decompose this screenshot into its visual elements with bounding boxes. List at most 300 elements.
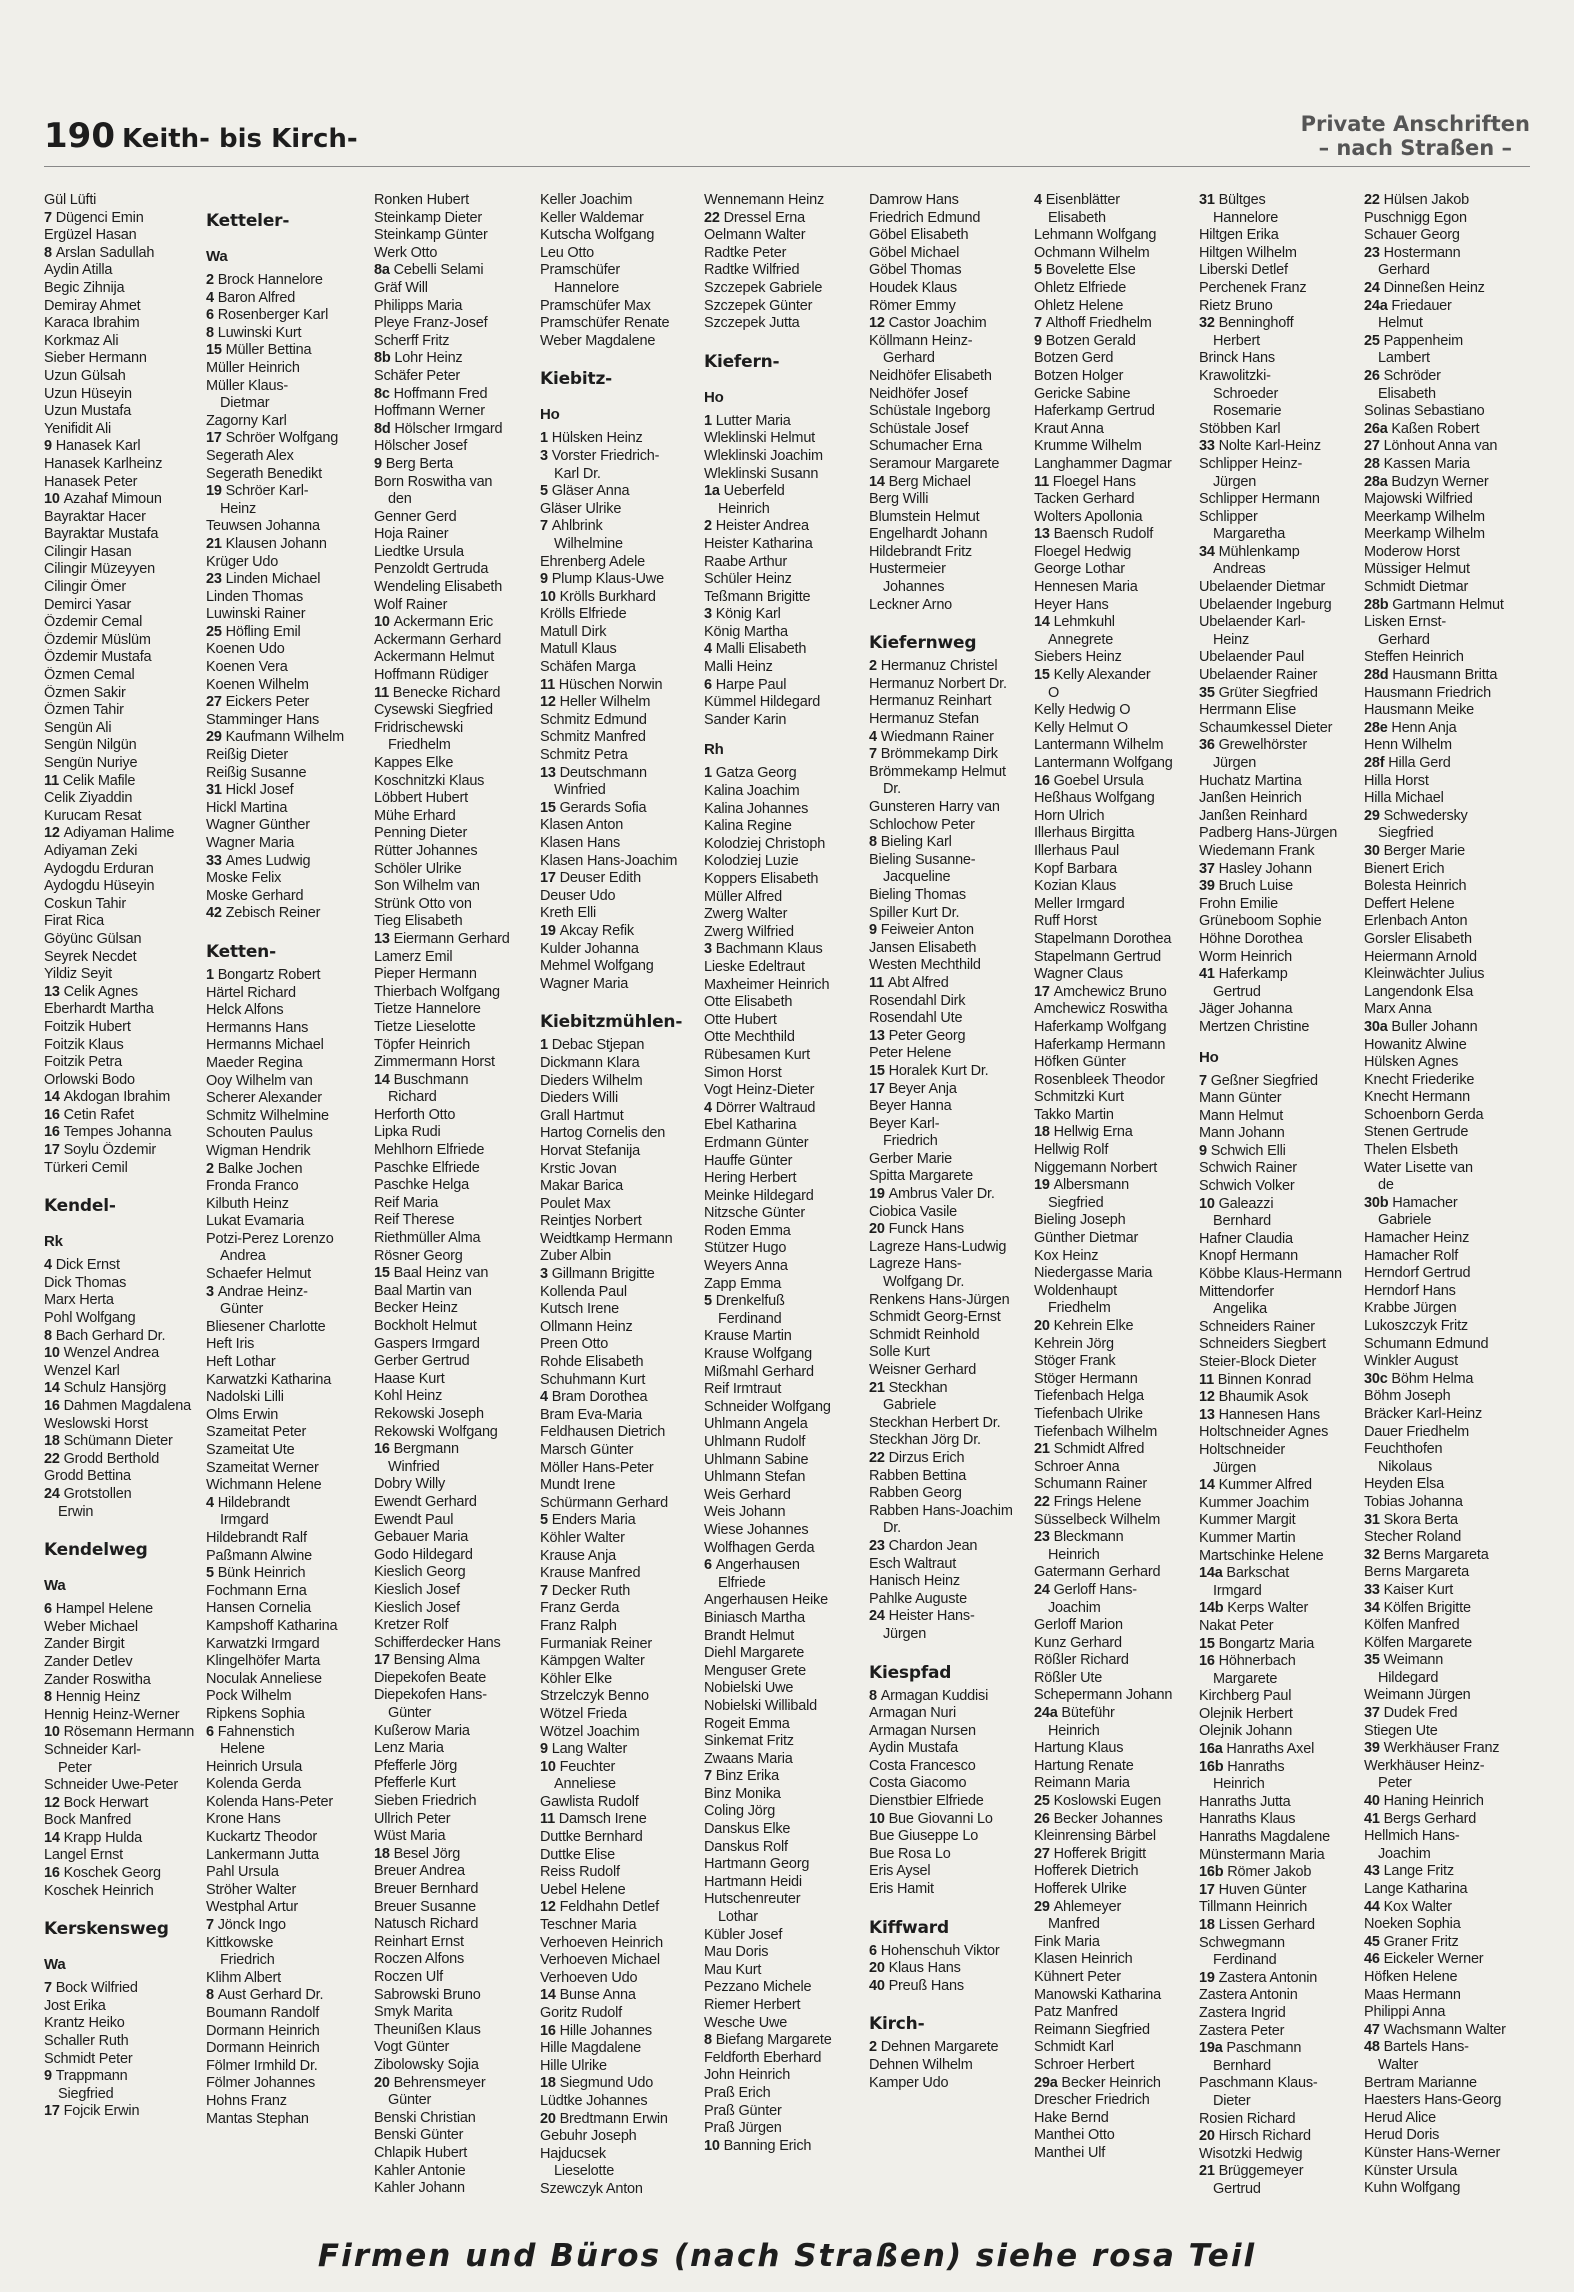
resident-entry: 23 Bleckmann [1034,1529,1124,1546]
resident-entry: Klihm Albert [206,1969,281,1986]
resident-entry: Zwaans Maria [704,1750,793,1767]
resident-entry: 25 Koslowski Eugen [1034,1793,1161,1810]
resident-entry: 24 Gerloff Hans- [1034,1581,1137,1598]
resident-entry: Solinas Sebastiano [1364,403,1485,420]
column-2 [206,192,344,2128]
resident-entry: Zastera Peter [1199,2022,1285,2039]
resident-entry: Stöbben Karl [1199,420,1281,437]
resident-entry: 27 Eickers Peter [206,694,310,711]
resident-entry: Hannelore [554,279,620,296]
street-heading: Kiespfad [869,1662,952,1683]
resident-entry: Rosenbleek Theodor [1034,1071,1165,1088]
resident-entry: Steinkamp Dieter [374,209,483,226]
resident-entry: Roden Emma [704,1222,791,1239]
resident-entry: Zuber Albin [540,1248,612,1265]
resident-entry: 24 Grotstollen [44,1485,132,1502]
resident-entry: Dobry Willy [374,1476,446,1493]
resident-entry: 8c Hoffmann Fred [374,385,488,402]
resident-entry: 17 Beyer Anja [869,1080,957,1097]
resident-entry: Özmen Sakir [44,684,126,701]
resident-entry: Rietz Bruno [1199,297,1273,314]
resident-entry: Dr. [883,781,901,798]
resident-entry: 3 Andrae Heinz- [206,1283,308,1300]
resident-entry: Moderow Horst [1364,543,1460,560]
resident-entry: Nitzsche Günter [704,1205,805,1222]
resident-entry: Reif Therese [374,1212,455,1229]
resident-entry: Peter [58,1759,92,1776]
resident-entry: 7 Althoff Friedhelm [1034,315,1152,332]
resident-entry: Eberhardt Martha [44,1001,154,1018]
resident-entry: Godo Hildegard [374,1546,473,1563]
resident-entry: Kämpgen Walter [540,1653,645,1670]
resident-entry: Mißmahl Gerhard [704,1363,814,1380]
resident-entry: 33 Ames Ludwig [206,852,311,869]
resident-entry: Ubelaender Ingeburg [1199,596,1332,613]
resident-entry: Ubelaender Paul [1199,649,1305,666]
resident-entry: 16 Tempes Johanna [44,1124,172,1141]
resident-entry: 37 Dudek Fred [1364,1705,1458,1722]
resident-entry: 14 Berg Michael [869,473,971,490]
resident-entry: Szewczyk Anton [540,2180,643,2197]
resident-entry: Kuhn Wolfgang [1364,2180,1461,2197]
resident-entry: Radtke Wilfried [704,262,800,279]
resident-entry: Kalina Johannes [704,800,809,817]
resident-entry: Rabben Georg [869,1485,962,1502]
resident-entry: Kohl Heinz [374,1388,443,1405]
resident-entry: 16b Römer Jakob [1199,1864,1312,1881]
resident-entry: 16b Hanraths [1199,1758,1285,1775]
resident-entry: Worm Heinrich [1199,948,1293,965]
resident-entry: Benski Günter [374,2127,464,2144]
district-code: Ho [704,388,724,406]
resident-entry: Niggemann Norbert [1034,1159,1158,1176]
resident-entry: Rübesamen Kurt [704,1046,811,1063]
resident-entry: Diepekofen Beate [374,1669,487,1686]
resident-entry: Bolesta Heinrich [1364,878,1467,895]
resident-entry: Göyünc Gülsan [44,930,142,947]
resident-entry: Walter [1378,2056,1419,2073]
resident-entry: Schmitz Wilhelmine [206,1107,329,1124]
resident-entry: Binz Monika [704,1785,781,1802]
resident-entry: Stöger Frank [1034,1353,1116,1370]
resident-entry: Szczepek Jutta [704,315,800,332]
street-heading: Ketten- [206,941,276,962]
resident-entry: Lehmann Wolfgang [1034,227,1157,244]
resident-entry: Hanasek Karlheinz [44,455,163,472]
resident-entry: Peter [1378,1775,1412,1792]
resident-entry: Kretzer Rolf [374,1617,449,1634]
resident-entry: Kolenda Hans-Peter [206,1793,333,1810]
resident-entry: Riemer Herbert [704,1997,801,2013]
resident-entry: Lothar [718,1909,758,1926]
resident-entry: Feuchthofen [1364,1441,1443,1458]
resident-entry: 15 Gerards Sofia [540,799,647,816]
resident-entry: Peter Helene [869,1045,952,1062]
resident-entry: Zagorny Karl [206,412,287,429]
resident-entry: Schüstale Josef [869,420,969,437]
resident-entry: Gerhard [1378,631,1430,648]
resident-entry: 18 Siegmund Udo [540,2075,654,2092]
resident-entry: Holtschneider [1199,1441,1286,1458]
resident-entry: Günther Dietmar [1034,1230,1139,1247]
resident-entry: Kolodziej Luzie [704,853,799,870]
resident-entry: 17 Amchewicz Bruno [1034,983,1167,1000]
resident-entry: John Heinrich [704,2067,791,2084]
resident-entry: Hiltgen Wilhelm [1199,244,1297,261]
resident-entry: Begic Zihnija [44,279,125,296]
resident-entry: 10 Wenzel Andrea [44,1345,160,1362]
resident-entry: Gunsteren Harry van [869,799,1000,815]
resident-entry: Reimann Siegfried [1034,2021,1150,2038]
resident-entry: Hoja Rainer [374,526,449,543]
resident-entry: Cilingir Hasan [44,543,132,560]
resident-entry: 30a Buller Johann [1364,1018,1478,1035]
resident-entry: Heinrich [1213,1776,1265,1793]
resident-entry: Türkeri Cemil [44,1159,128,1176]
resident-entry: Wesche Uwe [704,2014,788,2031]
resident-entry: 7 Ahlbrink [540,518,603,535]
district-code: Rh [704,741,724,759]
resident-entry: Tiefenbach Wilhelm [1034,1423,1158,1440]
resident-entry: Schmitz Edmund [540,711,647,728]
resident-entry: Schumacher Erna [869,438,983,455]
resident-entry: Steckhan Jörg Dr. [869,1432,981,1449]
resident-entry: Brinck Hans [1199,350,1275,367]
resident-entry: Henn Wilhelm [1364,737,1452,754]
resident-entry: Schneider Uwe-Peter [44,1777,179,1794]
resident-entry: 16a Hanraths Axel [1199,1741,1315,1758]
resident-entry: Bieling Joseph [1034,1212,1126,1229]
resident-entry: Hermanuz Stefan [869,711,979,728]
resident-entry: Mann Helmut [1199,1107,1284,1124]
resident-entry: Schaller Ruth [44,2033,129,2050]
resident-entry: Sengün Nuriye [44,755,138,771]
resident-entry: Weidtkamp Hermann [540,1230,673,1247]
resident-entry: 33 Nolte Karl-Heinz [1199,438,1321,455]
resident-entry: Künster Ursula [1364,2162,1458,2179]
resident-entry: Esch Waltraut [869,1555,957,1572]
street-heading: Ketteler- [206,211,290,231]
resident-entry: Schäfer Peter [374,367,461,384]
resident-entry: 1 Lutter Maria [704,412,791,429]
resident-entry: Kittkowske [206,1934,274,1951]
resident-entry: Thierbach Wolfgang [374,983,500,1000]
resident-entry: Zastera Antonin [1199,1987,1298,2004]
resident-entry: 35 Weimann [1364,1652,1444,1669]
resident-entry: Mann Johann [1199,1125,1285,1142]
resident-entry: Wötzel Frieda [540,1705,627,1722]
resident-entry: 2 Brock Hannelore [206,272,323,288]
resident-entry: Herrmann Elise [1199,702,1297,719]
resident-entry: 13 Peter Georg [869,1027,966,1044]
district-code: Ho [540,406,560,424]
resident-entry: Feldhausen Dietrich [540,1424,666,1441]
resident-entry: Friedrich Edmund [869,209,981,226]
resident-entry: Botzen Holger [1034,367,1124,384]
resident-entry: 41 Haferkamp [1199,966,1288,983]
resident-entry: Hutschenreuter [704,1891,801,1908]
resident-entry: Schifferdecker Hans [374,1634,501,1651]
resident-entry: Kunz Gerhard [1034,1634,1122,1651]
resident-entry: 9 Botzen Gerald [1034,332,1136,349]
resident-entry: Scherff Fritz [374,332,450,349]
resident-entry: Uhlmann Angela [704,1416,808,1433]
resident-entry: Dr. [883,1520,901,1537]
resident-entry: Takko Martin [1034,1106,1114,1123]
resident-entry: Wennemann Heinz [704,192,825,208]
resident-entry: Siegfried [1378,825,1434,842]
resident-entry: Wilhelmine [554,535,623,552]
resident-entry: Herud Doris [1364,2127,1440,2144]
resident-entry: Paßmann Alwine [206,1547,313,1564]
resident-entry: Müssiger Helmut [1364,561,1470,578]
resident-entry: 19 Akcay Refik [540,922,634,939]
resident-entry: Raabe Arthur [704,553,788,570]
resident-entry: 10 Galeazzi [1199,1195,1274,1212]
resident-entry: Pfefferle Jörg [374,1757,458,1774]
resident-entry: Dieter [1213,2092,1251,2109]
resident-entry: Uhlmann Sabine [704,1451,809,1468]
resident-entry: Bockholt Helmut [374,1318,477,1334]
resident-entry: Yildiz Seyit [44,966,112,983]
resident-entry: Kölfen Margarete [1364,1634,1473,1651]
district-code: Wa [206,248,228,265]
resident-entry: 31 Bültges [1199,192,1266,208]
resident-entry: 28d Hausmann Britta [1364,667,1498,684]
resident-entry: Hanraths Jutta [1199,1793,1291,1810]
resident-entry: 15 Bongartz Maria [1199,1635,1315,1652]
header-rule [44,166,1530,167]
resident-entry: Feldforth Eberhard [704,2049,822,2066]
resident-entry: Sieben Friedrich [374,1793,477,1810]
resident-entry: Fochmann Erna [206,1582,307,1599]
resident-entry: 28e Henn Anja [1364,719,1457,736]
resident-entry: 14 Bunse Anna [540,1987,636,2004]
resident-entry: Maas Hermann [1364,1986,1461,2003]
resident-entry: 22 Dirzus Erich [869,1449,965,1466]
resident-entry: Moske Felix [206,870,282,887]
resident-entry: Kalina Regine [704,818,792,835]
resident-entry: Ewendt Paul [374,1511,454,1528]
resident-entry: Hickl Martina [206,799,288,816]
resident-entry: Sander Karin [704,711,787,728]
resident-entry: 10 Feuchter [540,1758,616,1775]
resident-entry: Houdek Klaus [869,279,957,296]
resident-entry: Herndorf Hans [1364,1282,1456,1299]
resident-entry: Steinkamp Günter [374,227,488,244]
resident-entry: Preen Otto [540,1336,609,1353]
resident-entry: Amchewicz Roswitha [1034,1001,1168,1018]
resident-entry: Jäger Johanna [1199,1001,1293,1018]
resident-entry: Aydin Atilla [44,262,113,279]
resident-entry: Heinz [1213,631,1250,648]
page-range: Keith- bis Kirch- [122,124,358,154]
resident-entry: Woldenhaupt [1034,1282,1117,1299]
resident-entry: 19 Zastera Antonin [1199,1969,1318,1986]
resident-entry: 15 Horalek Kurt Dr. [869,1062,989,1079]
resident-entry: Ripkens Sophia [206,1705,305,1722]
resident-entry: Klasen Hans-Joachim [540,852,678,869]
resident-entry: Gertrud [1213,2180,1261,2197]
resident-entry: Strünk Otto von [374,895,472,912]
resident-entry: Ohletz Helene [1034,297,1124,314]
resident-entry: Noculak Anneliese [206,1670,322,1687]
resident-entry: Schmidt Dietmar [1364,579,1469,596]
resident-entry: Praß Erich [704,2084,771,2101]
resident-entry: Fink Maria [1034,1933,1100,1950]
resident-entry: Kutsch Irene [540,1301,620,1318]
resident-entry: Ferdinand [718,1310,782,1327]
resident-entry: 16 Höhnerbach [1199,1653,1296,1670]
resident-entry: Gräf Will [374,279,428,296]
resident-entry: 4 Eisenblätter [1034,192,1120,208]
resident-entry: Härtel Richard [206,984,296,1001]
resident-entry: Meerkamp Wilhelm [1364,526,1485,543]
column-5 [704,192,832,2155]
resident-entry: Lankermann Jutta [206,1846,319,1863]
resident-entry: Aydin Mustafa [869,1740,959,1757]
resident-entry: Wleklinski Susann [704,465,819,482]
resident-entry: Ackermann Helmut [374,649,495,666]
resident-entry: Stecher Roland [1364,1529,1462,1546]
resident-entry: Jansen Elisabeth [869,939,977,956]
resident-entry: Schroeder [1213,385,1279,402]
resident-entry: Lantermann Wolfgang [1034,755,1173,771]
resident-entry: Friedhelm [1048,1300,1111,1317]
resident-entry: Schauer Georg [1364,227,1460,244]
resident-entry: Weyers Anna [704,1258,788,1275]
resident-entry: Martschinke Helene [1199,1547,1324,1564]
resident-entry: 8 Arslan Sadullah [44,244,155,261]
resident-entry: Scherer Alexander [206,1090,322,1107]
resident-entry: Klingelhöfer Marta [206,1653,321,1670]
resident-entry: 46 Eickeler Werner [1364,1951,1484,1968]
resident-entry: Pleye Franz-Josef [374,315,488,332]
resident-entry: 8 Bach Gerhard Dr. [44,1327,166,1344]
resident-entry: 10 Azahaf Mimoun [44,491,162,508]
resident-entry: 20 Bredtmann Erwin [540,2110,668,2127]
resident-entry: Celik Ziyaddin [44,790,133,807]
street-heading: Kerskensweg [44,1919,169,1940]
resident-entry: Schneider Karl- [44,1741,141,1758]
resident-entry: Majowski Wilfried [1364,491,1473,508]
resident-entry: Haferkamp Gertrud [1034,403,1155,420]
resident-entry: Pezzano Michele [704,1979,812,1996]
resident-entry: 11 Benecke Richard [374,684,501,701]
header-line-1: Private Anschriften [1300,112,1530,136]
resident-entry: Olejnik Herbert [1199,1705,1293,1722]
resident-entry: Gaspers Irmgard [374,1335,480,1352]
resident-entry: 12 Bock Herwart [44,1794,149,1811]
resident-entry: Hildegard [1378,1669,1439,1686]
resident-entry: Hennig Heinz-Werner [44,1706,180,1723]
resident-entry: Erdmann Günter [704,1134,809,1151]
resident-entry: 30 Berger Marie [1364,842,1465,859]
resident-entry: Heinrich Ursula [206,1758,303,1775]
resident-entry: 23 Chardon Jean [869,1537,978,1554]
resident-entry: Reintjes Norbert [540,1213,642,1230]
resident-entry: Lantermann Wilhelm [1034,737,1164,754]
resident-entry: Hansen Cornelia [206,1600,312,1617]
resident-entry: Cysewski Siegfried [374,702,493,719]
resident-entry: 17 Huven Günter [1199,1881,1307,1898]
resident-entry: 29a Becker Heinrich [1034,2074,1161,2091]
resident-entry: Kleinrensing Bärbel [1034,1828,1156,1845]
resident-entry: Genner Gerd [374,508,457,525]
resident-entry: Rekowski Joseph [374,1405,484,1422]
resident-entry: 7 Jönck Ingo [206,1917,286,1934]
resident-entry: 13 Baensch Rudolf [1034,526,1154,543]
resident-entry: Ruff Horst [1034,913,1098,930]
resident-entry: Maeder Regina [206,1054,303,1071]
resident-entry: 29 Kaufmann Wilhelm [206,729,345,746]
resident-entry: 29 Ahlemeyer [1034,1898,1122,1915]
resident-entry: 32 Berns Margareta [1364,1546,1489,1563]
resident-entry: Kieslich Georg [374,1564,466,1581]
resident-entry: Köhler Elke [540,1670,612,1687]
column-8 [1199,192,1342,2199]
resident-entry: Kilbuth Heinz [206,1195,289,1212]
resident-entry: Keller Joachim [540,192,633,208]
resident-entry: 42 Zebisch Reiner [206,905,321,922]
resident-entry: 22 Hülsen Jakob [1364,192,1470,208]
resident-entry: Stapelmann Dorothea [1034,930,1172,947]
resident-entry: 10 Ackermann Eric [374,614,494,631]
resident-entry: 26 Schröder [1364,367,1441,384]
resident-entry: Franz Gerda [540,1600,620,1617]
resident-entry: Brandt Helmut [704,1627,795,1644]
resident-entry: Nobielski Uwe [704,1680,794,1697]
resident-entry: Manfred [1048,1916,1100,1933]
resident-entry: 16 Dahmen Magdalena [44,1398,191,1414]
column-9 [1364,192,1506,2198]
resident-entry: Angerhausen Heike [704,1592,828,1609]
resident-entry: 7 Decker Ruth [540,1582,631,1599]
resident-entry: Pramschüfer Renate [540,315,670,332]
resident-entry: Kreth Elli [540,905,597,922]
resident-entry: Keller Waldemar [540,209,644,226]
resident-entry: 12 Heller Wilhelm [540,694,651,711]
resident-entry: Gül Lüfti [44,192,97,208]
resident-entry: Süsselbeck Wilhelm [1034,1511,1161,1528]
resident-entry: Möller Hans-Peter [540,1459,654,1476]
street-heading: Kendelweg [44,1540,148,1561]
resident-entry: Heft Iris [206,1336,255,1353]
resident-entry: Schäfen Marga [540,659,636,676]
resident-entry: Kamper Udo [869,2074,949,2091]
resident-entry: 20 Behrensmeyer [374,2074,486,2091]
resident-entry: 19 Albersmann [1034,1177,1129,1194]
resident-entry: Manowski Katharina [1034,1986,1161,2003]
resident-entry: Siegfried [1048,1194,1104,1211]
resident-entry: Müller Alfred [704,888,782,905]
resident-entry: 41 Bergs Gerhard [1364,1810,1477,1827]
resident-entry: Schuhmann Kurt [540,1371,646,1388]
resident-entry: Zastera Ingrid [1199,2004,1286,2021]
resident-entry: Jürgen [1213,1459,1257,1476]
resident-entry: Kummer Joachim [1199,1494,1310,1511]
resident-entry: Werk Otto [374,244,438,261]
resident-entry: 1 Bongartz Robert [206,966,321,983]
resident-entry: Mantas Stephan [206,2110,309,2127]
resident-entry: Penning Dieter [374,825,468,842]
resident-entry: Winfried [554,782,606,799]
resident-entry: Hellwig Rolf [1034,1142,1109,1159]
column-4 [540,192,682,2199]
resident-entry: Schneiders Rainer [1199,1318,1315,1335]
resident-entry: Kahler Antonie [374,2162,466,2179]
resident-entry: Margaretha [1213,526,1286,543]
